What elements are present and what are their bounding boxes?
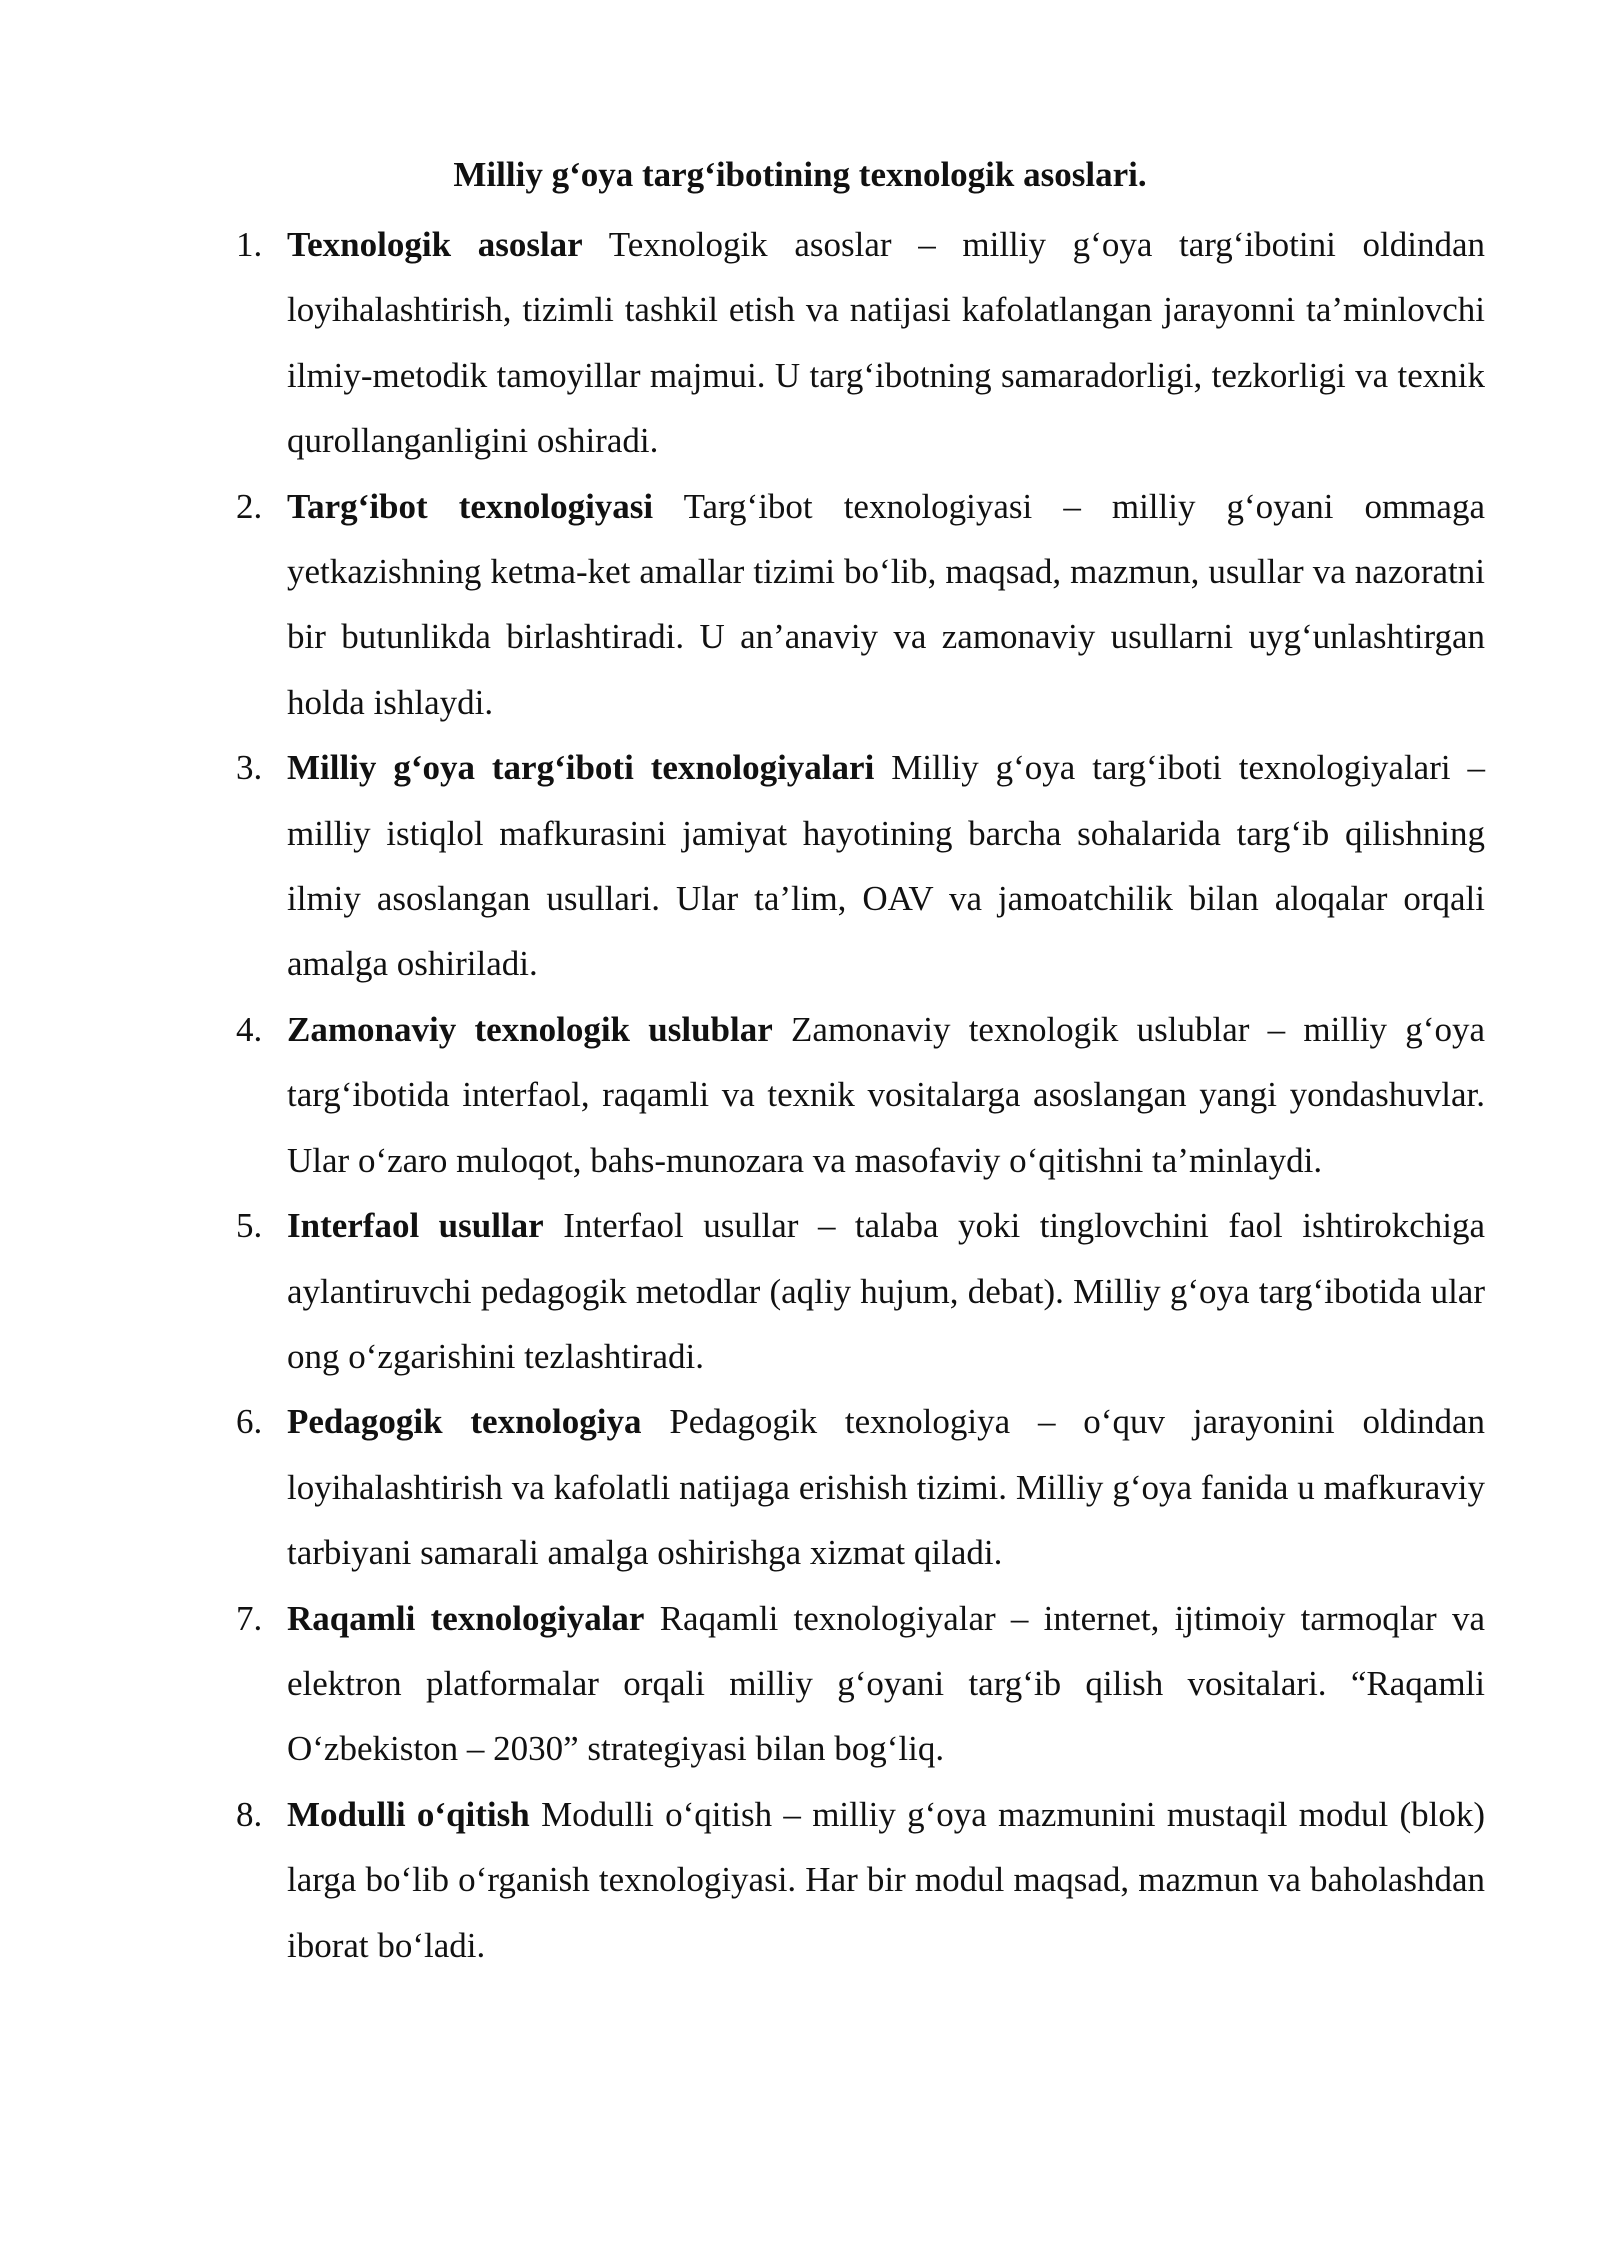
list-item [0, 1586, 1485, 1782]
numbered-list [0, 212, 1600, 1978]
list-item [0, 997, 1485, 1193]
list-item-term: Texnologik asoslar [287, 225, 583, 264]
list-item [0, 735, 1485, 997]
list-item-term: Targ‘ibot texnologiyasi [287, 486, 654, 526]
list-item-text: Texnologik asoslar – milliy g‘oya targ‘ibotini oldindan loyihalashtirish, tizimli tashkil etish va natijasi kafolatlangan jarayonni ta’minlovchi ilmiy-metodik tamoyillar majmui. U targ‘ibotning samaradorligi, tezkorligi va texnik qurollanganligini oshiradi. [287, 225, 1485, 461]
list-item-number: 1. [236, 225, 263, 264]
list-item [0, 212, 1485, 474]
list-item-text: Milliy g‘oya targ‘iboti texnologiyalari – milliy istiqlol mafkurasini jamiyat hayotining barcha sohalarida targ‘ib qilishning ilmiy asoslangan usullari. Ular ta’lim, OAV va jamoatchilik bilan aloqalar orqali amalga oshiriladi. [287, 748, 1486, 984]
list-item [0, 1193, 1485, 1389]
list-item-text: Zamonaviy texnologik uslublar – milliy g‘oya targ‘ibotida interfaol, raqamli va texnik vositalarga asoslangan yangi yondashuvlar. Ular o‘zaro muloqot, bahs-munozara va masofaviy o‘qitishni ta’minlaydi. [287, 1009, 1485, 1180]
list-item-term: Zamonaviy texnologik uslublar [287, 1009, 773, 1049]
list-item-term: Milliy g‘oya targ‘iboti texnologiyalari [287, 748, 875, 788]
list-item-text: Interfaol usullar – talaba yoki tinglovchini faol ishtirokchiga aylantiruvchi pedagogik metodlar (aqliy hujum, debat). Milliy g‘oya targ‘ibotida ular ong o‘zgarishini tezlashtiradi. [287, 1206, 1485, 1376]
list-item-number: 3. [236, 748, 263, 788]
list-item [0, 1782, 1485, 1978]
list-item [0, 1389, 1485, 1585]
list-item-number: 8. [236, 1794, 263, 1834]
document-title: Milliy g‘oya targ‘ibotining texnologik asoslari. [453, 155, 1147, 194]
list-item-text: Pedagogik texnologiya – o‘quv jarayonini oldindan loyihalashtirish va kafolatli natijaga erishish tizimi. Milliy g‘oya fanida u mafkuraviy tarbiyani samarali amalga oshirishga xizmat qiladi. [287, 1402, 1485, 1573]
list-item-number: 2. [236, 486, 263, 526]
list-item-number: 6. [236, 1402, 263, 1442]
list-item-text: Targ‘ibot texnologiyasi – milliy g‘oyani ommaga yetkazishning ketma-ket amallar tizimi bo‘lib, maqsad, mazmun, usullar va nazoratni bir butunlikda birlashtiradi. U an’anaviy va zamonaviy usullarni uyg‘unlashtirgan holda ishlaydi. [287, 486, 1485, 722]
list-item-number: 7. [236, 1598, 263, 1638]
list-item-text: Raqamli texnologiyalar – internet, ijtimoiy tarmoqlar va elektron platformalar orqali milliy g‘oyani targ‘ib qilish vositalari. “Raqamli O‘zbekiston – 2030” strategiyasi bilan bog‘liq. [287, 1598, 1485, 1769]
list-item-term: Interfaol usullar [287, 1206, 544, 1246]
list-item-number: 4. [236, 1009, 263, 1049]
list-item-number: 5. [236, 1206, 263, 1246]
list-item-text: Modulli o‘qitish – milliy g‘oya mazmunini mustaqil modul (blok) larga bo‘lib o‘rganish texnologiyasi. Har bir modul maqsad, mazmun va baholashdan iborat bo‘ladi. [287, 1794, 1486, 1965]
list-item-term: Modulli o‘qitish [287, 1794, 530, 1834]
list-item-term: Raqamli texnologiyalar [287, 1598, 645, 1638]
list-item-term: Pedagogik texnologiya [287, 1402, 642, 1442]
list-item [0, 474, 1485, 736]
